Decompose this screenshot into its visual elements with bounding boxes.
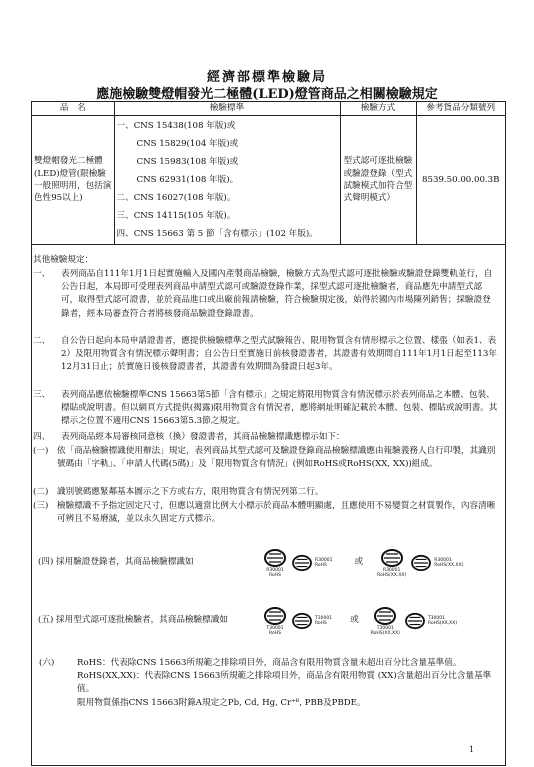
mark-text xyxy=(315,616,332,626)
col-method: 檢驗方式 xyxy=(340,102,416,116)
rule-text: 自公告日起向本局申請證書者，應提供檢驗標準之型式試驗報告、限用物質含有情形標示之位置、樣張（如表1、表2）及限用物質含有情況標示聲明書；自公告日至實施日前核發證書者，其證書有效期間自111年1月1日起至113年12月31日止；於實施日後核發證書者，其證書有效期間為發證日起3年。 xyxy=(61,336,497,373)
marks-label: (四) 採用驗證登錄者，其商品檢驗標識如 xyxy=(38,557,194,568)
standard-item: 一、CNS 15438(108 年版)或 xyxy=(116,121,236,131)
mark-code: T30001 xyxy=(266,626,284,631)
page-number: 1 xyxy=(468,745,474,754)
mark-text xyxy=(428,616,457,626)
commodity-inspection-mark-side xyxy=(404,612,457,630)
rule-item xyxy=(33,268,499,321)
mark-rohs: RoHS xyxy=(315,621,327,626)
col-product: 品 名 xyxy=(32,102,114,116)
mark-code: T30001 xyxy=(315,616,333,621)
inspection-mark-icon xyxy=(263,548,287,568)
sub-num: (三) xyxy=(33,501,49,511)
col-standard: 檢驗標準 xyxy=(114,102,340,116)
marks-label: (五) 採用型式認可逐批檢驗者，其商品檢驗標識如 xyxy=(38,615,228,626)
rule-text: 表列商品自111年1月1日起實施輸入及國內產製商品檢驗，檢驗方式為型式認可逐批檢驗或驗證登錄雙軌並行，自公告日起，本局即可受理表列商品申請型式認可或驗證登錄作業，採型式認可逐批檢驗者，商品應先申請型式認可，取得型式認可證書，並於商品進口或出廠前報請檢驗，符合檢驗規定後，始得於國內市場陳列銷售；採驗證登錄者，經本局審查符合者將核發商品驗證登錄證書。 xyxy=(61,269,493,319)
standards-list xyxy=(114,116,340,245)
rule-num: 四、 xyxy=(33,432,51,442)
rule-text: 表列商品經本局審核同意核（換）發證書者，其商品檢驗標識應標示如下： xyxy=(61,432,345,442)
mark-code: T30001 xyxy=(427,616,445,621)
mark-rohs: RoHS(XX,XX) xyxy=(370,631,400,636)
rule-num: 二、 xyxy=(33,336,51,346)
sub-num: (六) xyxy=(39,658,55,668)
sub-text: 識別號碼應緊鄰基本圖示之下方或右方，限用物質含有情況列第二行。 xyxy=(57,487,324,497)
inspection-table xyxy=(32,102,505,245)
mark-rohs: RoHS(XX,XX) xyxy=(434,563,464,568)
mark-rohs: RoHS(XX,XX) xyxy=(427,621,458,626)
sub-num: (一) xyxy=(33,446,49,456)
mark-code: R30001 xyxy=(382,568,401,573)
mark-code: T30001 xyxy=(376,626,394,631)
standard-item: 二、CNS 16027(108 年版)。 xyxy=(116,193,236,203)
mark-inline xyxy=(291,554,332,572)
commodity-inspection-mark-side xyxy=(291,612,332,630)
mark-rohs: RoHS(XX,XX) xyxy=(377,573,407,578)
mark-code: R30001 xyxy=(315,558,333,563)
agency-title: 經濟部標準檢驗局 xyxy=(206,70,327,85)
table-header-row xyxy=(32,102,505,116)
type-approval-marks-row xyxy=(38,606,461,636)
mark-rohs: RoHS xyxy=(269,573,281,578)
mark-text xyxy=(434,558,463,568)
sub-item xyxy=(33,486,499,499)
rohs-lines xyxy=(77,657,499,710)
sub-item xyxy=(33,445,499,471)
inspection-method: 型式認可逐批檢驗或驗證登錄（型式試驗模式加符合型式聲明模式） xyxy=(340,116,416,245)
mark-inline xyxy=(410,554,463,572)
product-name: 雙燈帽發光二極體(LED)燈管(限檢驗一般照明用，包括演色性95以上) xyxy=(32,116,114,245)
standard-item: 四、CNS 15663 第 5 節「含有標示」(102 年版)。 xyxy=(116,229,318,239)
inspection-mark-icon xyxy=(373,606,397,626)
inspection-mark-icon xyxy=(291,554,313,572)
registration-marks-row xyxy=(38,548,467,578)
rule-text: 表列商品應依檢驗標準CNS 15663第5節「含有標示」之規定將限用物質含有情況標示於表列商品之本體、包裝、標貼或說明書。但以網頁方式提供(揭露)限用物質含有情況者，應將網址明確記載於本體、包裝、標貼或說明書。其標示之位置不適用CNS 15663第5.3節之規定。 xyxy=(61,390,498,427)
mark-rohs: RoHS xyxy=(315,563,327,568)
commodity-inspection-mark xyxy=(263,606,287,636)
standard-item: CNS 62931(108 年版)。 xyxy=(136,175,239,185)
other-rules-heading: 其他檢驗規定： xyxy=(33,255,94,265)
rule-item xyxy=(33,389,499,429)
or-label: 或 xyxy=(350,615,359,626)
inspection-mark-icon xyxy=(410,554,432,572)
page-title: 應施檢驗雙燈帽發光二極體(LED)燈管商品之相關檢驗規定 xyxy=(96,87,438,102)
mark-rohs: RoHS xyxy=(269,631,281,636)
rohs-line: 限用物質係指CNS 15663附錄A規定之Pb, Cd, Hg, Cr⁺⁶, PBB及PBDE。 xyxy=(77,697,366,708)
col-code: 參考貨品分類號列 xyxy=(416,102,505,116)
sub-text: 檢驗標識不予指定固定尺寸，但應以適當比例大小標示於商品本體明顯處，且應使用不易變質之材質製作，內容清晰可辨且不易磨滅，並以永久固定方式標示。 xyxy=(57,501,496,525)
inspection-mark-icon xyxy=(404,612,426,630)
commodity-inspection-mark xyxy=(377,548,406,578)
standard-item: CNS 15829(104 年版)或 xyxy=(136,139,239,149)
tariff-code: 8539.50.00.00.3B xyxy=(416,116,505,245)
inspection-mark-icon xyxy=(263,606,287,626)
sub-item xyxy=(33,500,499,526)
commodity-inspection-mark-side xyxy=(410,554,463,572)
sub-text: 依「商品檢驗標識使用辦法」規定，表列商品其型式認可及驗證登錄商品檢驗標識應由報驗義務人自行印製，其識別號碼由「字軌」、「申請人代碼(5碼)」及「限用物質含有情況」(例如RoHS或RoHS(XX, XX))組成。 xyxy=(57,446,496,470)
inspection-mark-icon xyxy=(380,548,404,568)
or-label: 或 xyxy=(354,557,364,568)
mark-inline xyxy=(404,612,457,630)
standard-item: 三、CNS 14115(105 年版)。 xyxy=(116,211,236,221)
inspection-mark-icon xyxy=(291,612,313,630)
rule-item xyxy=(33,335,499,375)
mark-inline xyxy=(291,612,332,630)
rule-item xyxy=(33,431,499,444)
sub-num: (二) xyxy=(33,487,49,497)
table-row xyxy=(32,116,505,245)
rohs-definition xyxy=(33,657,499,710)
commodity-inspection-mark-side xyxy=(291,554,332,572)
rule-num: 一、 xyxy=(33,269,51,279)
commodity-inspection-mark xyxy=(263,548,287,578)
commodity-inspection-mark xyxy=(371,606,400,636)
mark-code: R30001 xyxy=(434,558,452,563)
mark-code: R30001 xyxy=(266,568,284,573)
standard-item: CNS 15983(108 年版)或 xyxy=(136,157,239,167)
mark-text xyxy=(315,558,332,568)
rohs-line: RoHS：代表除CNS 15663所規範之排除項目外，商品含有限用物質含量未超出百分比含量基準值。 xyxy=(77,658,462,668)
rohs-line: RoHS(XX,XX)：代表除CNS 15663所規範之排除項目外，商品含有限用物質 (XX)含量超出百分比含量基準值。 xyxy=(77,671,492,695)
rule-num: 三、 xyxy=(33,390,51,400)
